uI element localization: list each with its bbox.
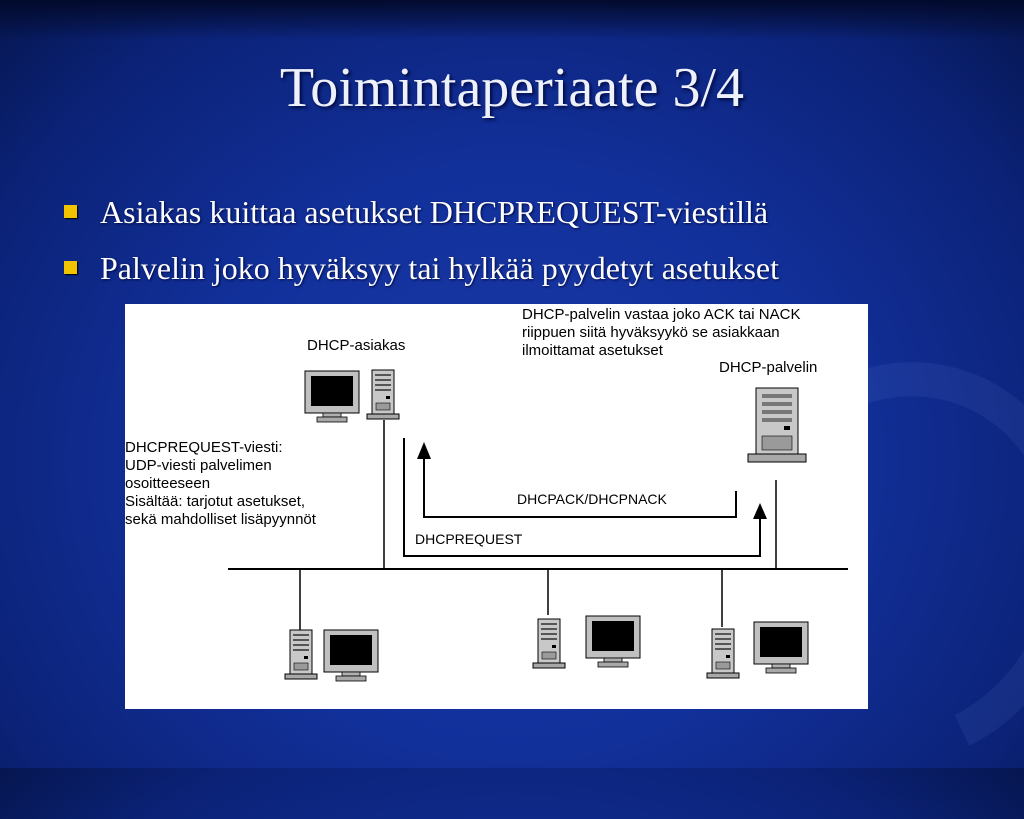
client-monitor-icon xyxy=(305,371,359,422)
bullet-list xyxy=(60,188,779,300)
bullet-square-icon xyxy=(64,205,77,218)
host-tower-icon xyxy=(285,630,317,679)
request-note-line: UDP-viesti palvelimen xyxy=(125,457,272,474)
request-note xyxy=(125,439,316,529)
server-note-line: ilmoittamat asetukset xyxy=(522,342,663,359)
server-note-line: DHCP-palvelin vastaa joko ACK tai NACK xyxy=(522,306,801,323)
bullet-square-icon xyxy=(64,261,77,274)
request-message-label: DHCPREQUEST xyxy=(415,531,523,547)
request-note-line: sekä mahdolliset lisäpyynnöt xyxy=(125,511,316,528)
slide-title: Toimintaperiaate 3/4 xyxy=(279,57,745,119)
ack-message-label: DHCPACK/DHCPNACK xyxy=(517,491,667,507)
bullet-text: Palvelin joko hyväksyy tai hylkää pyydetyt asetukset xyxy=(100,250,779,286)
server-tower-icon xyxy=(748,388,806,462)
bullet-text: Asiakas kuittaa asetukset DHCPREQUEST-viestillä xyxy=(100,194,769,230)
host-tower-icon xyxy=(533,619,565,668)
top-shadow-band xyxy=(0,0,1024,40)
request-note-line: DHCPREQUEST-viesti: xyxy=(125,439,283,456)
client-label: DHCP-asiakas xyxy=(307,337,406,354)
server-label: DHCP-palvelin xyxy=(719,359,818,376)
client-tower-icon xyxy=(367,370,399,419)
host-monitor-icon xyxy=(324,630,378,681)
request-arrowhead xyxy=(753,503,767,519)
host-monitor-icon xyxy=(754,622,808,673)
bullet-item xyxy=(60,244,779,300)
server-note-line: riippuen siitä hyväksyykö se asiakkaan xyxy=(522,324,780,341)
bullet-item xyxy=(60,188,779,244)
request-note-line: osoitteeseen xyxy=(125,475,211,492)
host-monitor-icon xyxy=(586,616,640,667)
server-note xyxy=(522,306,800,360)
host-tower-icon xyxy=(707,629,739,678)
dhcp-request-diagram xyxy=(125,304,868,709)
ack-arrowhead xyxy=(417,442,431,459)
request-note-line: Sisältää: tarjotut asetukset, xyxy=(125,493,306,510)
